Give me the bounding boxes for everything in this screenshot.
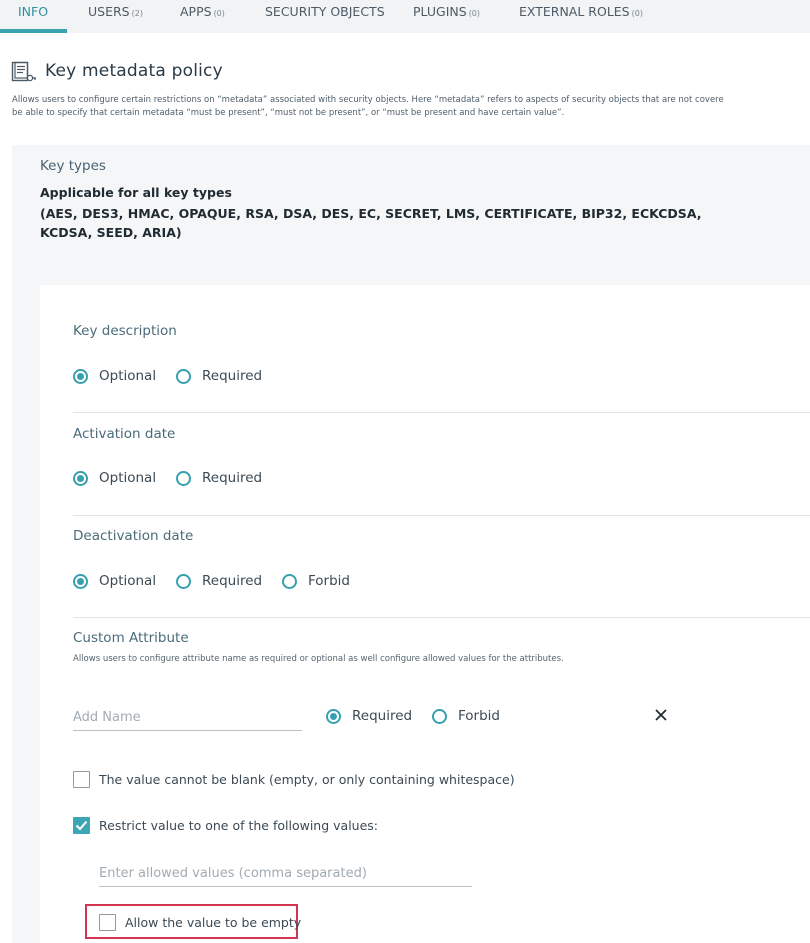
radio-unselected-indicator [176, 369, 191, 384]
section-divider [73, 412, 810, 413]
checkbox-box [73, 771, 90, 788]
tab-bar [0, 0, 810, 33]
activation-date-required-label: Required [202, 470, 263, 486]
radio-unselected-indicator [176, 574, 191, 589]
tab-users[interactable] [88, 0, 143, 33]
restrict-values-label: Restrict value to one of the following values: [99, 818, 379, 833]
radio-selected-indicator [73, 369, 88, 384]
deactivation-date-required-radio[interactable] [176, 571, 262, 591]
custom-attribute-required-radio[interactable] [326, 706, 412, 726]
deactivation-date-label: Deactivation date [73, 528, 194, 544]
radio-unselected-indicator [282, 574, 297, 589]
custom-attribute-required-label: Required [352, 708, 413, 724]
tab-info-label: INFO [18, 4, 49, 19]
tab-external-roles[interactable] [519, 0, 643, 33]
section-divider [73, 515, 810, 516]
tab-apps-count: (0) [213, 9, 225, 18]
no-blank-label: The value cannot be blank (empty, or only containing whitespace) [99, 772, 515, 787]
restrict-values-checkbox[interactable] [73, 817, 378, 834]
no-blank-checkbox[interactable] [73, 771, 515, 788]
tab-plugins-count: (0) [468, 9, 481, 18]
page-description-line1: Allows users to configure certain restrictions on “metadata” associated with security objects. Here “metadata” refers to aspects of security objects that are not covere [12, 95, 724, 105]
close-icon[interactable] [652, 706, 670, 724]
activation-date-optional-radio[interactable] [73, 468, 156, 488]
allowed-values-input[interactable] [99, 860, 472, 887]
key-types-applicable: Applicable for all key types [40, 185, 232, 200]
radio-selected-indicator [73, 574, 88, 589]
tab-plugins-label: PLUGINS [413, 4, 467, 19]
deactivation-date-forbid-radio[interactable] [282, 571, 350, 591]
deactivation-date-forbid-label: Forbid [308, 573, 350, 589]
radio-selected-indicator [326, 709, 341, 724]
key-description-label: Key description [73, 323, 177, 339]
tab-security-objects-label: SECURITY OBJECTS [265, 4, 385, 19]
checkbox-box [99, 914, 116, 931]
document-key-icon [11, 61, 37, 83]
custom-attribute-label: Custom Attribute [73, 630, 189, 646]
deactivation-date-optional-label: Optional [99, 573, 157, 589]
page-title: Key metadata policy [45, 61, 223, 81]
active-tab-indicator [0, 29, 67, 33]
key-description-required-radio[interactable] [176, 366, 262, 386]
tab-external-roles-count: (0) [631, 9, 643, 18]
tab-plugins[interactable] [413, 0, 480, 33]
activation-date-label: Activation date [73, 426, 176, 442]
checkbox-box-checked [73, 817, 90, 834]
key-description-optional-radio[interactable] [73, 366, 156, 386]
radio-unselected-indicator [432, 709, 447, 724]
tab-security-objects[interactable] [265, 0, 385, 33]
attribute-name-input[interactable] [73, 704, 302, 731]
allow-empty-label: Allow the value to be empty [125, 915, 302, 930]
page-description-line2: be able to specify that certain metadata “must be present”, “must not be present”, or “must be present and have certain value”. [12, 108, 565, 118]
activation-date-required-radio[interactable] [176, 468, 262, 488]
custom-attribute-description: Allows users to configure attribute name as required or optional as well configure allowed values for the attributes. [73, 654, 564, 664]
key-description-required-label: Required [202, 368, 263, 384]
tab-external-roles-label: EXTERNAL ROLES [519, 4, 630, 19]
deactivation-date-optional-radio[interactable] [73, 571, 156, 591]
deactivation-date-required-label: Required [202, 573, 263, 589]
custom-attribute-forbid-radio[interactable] [432, 706, 500, 726]
activation-date-optional-label: Optional [99, 470, 157, 486]
allow-empty-checkbox[interactable] [99, 914, 301, 931]
tab-users-count: (2) [131, 9, 143, 18]
key-types-list: (AES, DES3, HMAC, OPAQUE, RSA, DSA, DES, EC, SECRET, LMS, CERTIFICATE, BIP32, ECKCDSA, KCDSA, SEED, ARIA) [40, 206, 702, 240]
key-description-optional-label: Optional [99, 368, 157, 384]
tab-users-label: USERS [88, 4, 130, 19]
tab-apps[interactable] [180, 0, 225, 33]
radio-selected-indicator [73, 471, 88, 486]
page-description [12, 94, 810, 120]
radio-unselected-indicator [176, 471, 191, 486]
tab-apps-label: APPS [180, 4, 212, 19]
section-divider [73, 617, 810, 618]
checkmark-icon [75, 820, 88, 831]
custom-attribute-forbid-label: Forbid [458, 708, 500, 724]
key-types-label: Key types [40, 158, 106, 174]
